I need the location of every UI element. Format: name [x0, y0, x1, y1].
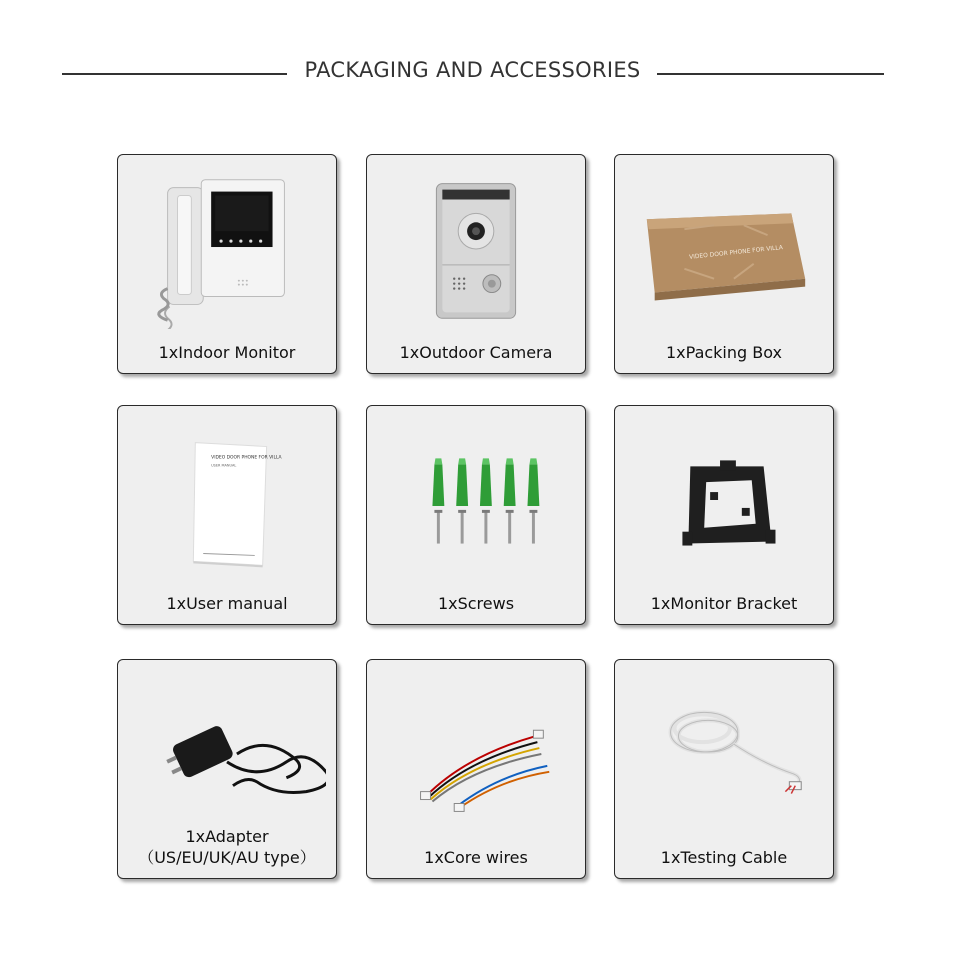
- item-card-user-manual: [117, 405, 337, 625]
- item-card-indoor-monitor: [117, 154, 337, 374]
- item-label-multiline: [118, 826, 336, 868]
- item-label: 1xMonitor Bracket: [650, 594, 798, 613]
- section-header: [62, 56, 884, 92]
- testing-cable-image: [625, 674, 823, 834]
- item-card-packing-box: [614, 154, 834, 374]
- manual-title: VIDEO DOOR PHONE FOR VILLA: [211, 455, 282, 461]
- item-label: 1xOutdoor Camera: [399, 343, 553, 362]
- item-card-screws: [366, 405, 586, 625]
- core-wires-image: [377, 674, 575, 834]
- indoor-monitor-image: [128, 169, 326, 329]
- screws-image: [377, 420, 575, 580]
- box-print: VIDEO DOOR PHONE FOR VILLA: [688, 244, 784, 261]
- item-label-line1: 1xAdapter: [185, 827, 269, 846]
- item-label: 1xIndoor Monitor: [158, 343, 296, 362]
- user-manual-image: [128, 420, 326, 580]
- item-label: 1xScrews: [437, 594, 515, 613]
- item-card-outdoor-camera: [366, 154, 586, 374]
- item-card-testing-cable: [614, 659, 834, 879]
- header-rule-right: [657, 73, 884, 75]
- item-label: 1xPacking Box: [665, 343, 782, 362]
- packing-box-image: [625, 169, 823, 329]
- outdoor-camera-image: [377, 169, 575, 329]
- adapter-image: [128, 674, 326, 834]
- header-rule-left: [62, 73, 287, 75]
- item-card-adapter: [117, 659, 337, 879]
- monitor-bracket-image: [625, 420, 823, 580]
- item-card-core-wires: [366, 659, 586, 879]
- item-label: 1xTesting Cable: [660, 848, 788, 867]
- manual-subtitle: USER MANUAL: [211, 463, 237, 468]
- item-label: 1xUser manual: [166, 594, 288, 613]
- item-label: 1xCore wires: [424, 848, 528, 867]
- section-title: PACKAGING AND ACCESSORIES: [304, 58, 641, 82]
- item-card-monitor-bracket: [614, 405, 834, 625]
- item-label-line2: （US/EU/UK/AU type）: [138, 848, 316, 867]
